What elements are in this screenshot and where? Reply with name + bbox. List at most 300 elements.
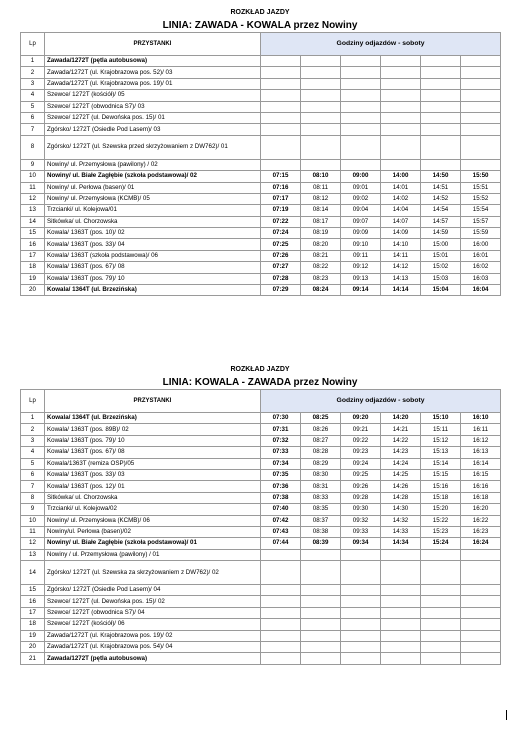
departure-time-cell — [341, 90, 381, 101]
departure-time-cell — [421, 596, 461, 607]
departure-time-cell: 16:18 — [461, 492, 501, 503]
departure-time-cell: 14:07 — [381, 216, 421, 227]
departure-time-cell — [341, 159, 381, 170]
departure-time-cell — [381, 549, 421, 560]
departure-time-cell — [341, 596, 381, 607]
stop-cell: Kowala/ 1363T (pos. 67)/ 08 — [45, 447, 261, 458]
departure-time-cell: 15:02 — [421, 262, 461, 273]
departure-time-cell: 07:28 — [261, 273, 301, 284]
stop-cell: Kowala/1363T (remiza OSP)/05 — [45, 458, 261, 469]
departure-time-cell: 07:40 — [261, 504, 301, 515]
departure-time-cell: 09:01 — [341, 182, 381, 193]
lp-cell: 15 — [21, 585, 45, 596]
table-row — [21, 515, 501, 526]
departure-time-cell: 14:10 — [381, 239, 421, 250]
departure-time-cell — [261, 124, 301, 135]
stop-cell: Kowala/ 1363T (pos. 10)/ 02 — [45, 228, 261, 239]
departure-time-cell: 14:50 — [421, 171, 461, 182]
table-row — [21, 285, 501, 296]
lp-cell: 20 — [21, 285, 45, 296]
departure-time-cell — [261, 596, 301, 607]
stop-cell: Szewce/ 1272T (kościół)/ 05 — [45, 90, 261, 101]
departure-time-cell: 14:59 — [421, 228, 461, 239]
departure-time-cell — [261, 135, 301, 159]
departure-time-cell: 08:10 — [301, 171, 341, 182]
departure-time-cell — [421, 607, 461, 618]
table-row — [21, 469, 501, 480]
departure-time-cell: 15:59 — [461, 228, 501, 239]
stop-cell: Kowala/ 1364T (ul. Brzezińska) — [45, 285, 261, 296]
stop-cell: Zawada/1272T (pętla autobusowa) — [45, 56, 261, 67]
departure-time-cell: 08:38 — [301, 526, 341, 537]
departure-time-cell: 14:52 — [421, 193, 461, 204]
table-row — [21, 193, 501, 204]
departure-time-cell — [301, 549, 341, 560]
departure-time-cell — [421, 585, 461, 596]
departure-time-cell — [421, 101, 461, 112]
departure-time-cell — [461, 67, 501, 78]
departure-time-cell — [421, 78, 461, 89]
timetable-body — [21, 413, 501, 665]
departure-time-cell — [341, 67, 381, 78]
departure-time-cell: 16:12 — [461, 435, 501, 446]
departure-time-cell: 09:10 — [341, 239, 381, 250]
stop-cell: Nowiny/ ul. Przemysłowa (KCMB)/ 06 — [45, 515, 261, 526]
table-row — [21, 56, 501, 67]
departure-time-cell — [461, 135, 501, 159]
departure-time-cell: 09:25 — [341, 469, 381, 480]
departure-time-cell — [461, 596, 501, 607]
departure-time-cell — [381, 112, 421, 123]
table-row — [21, 273, 501, 284]
departure-time-cell: 07:43 — [261, 526, 301, 537]
departure-time-cell: 08:23 — [301, 273, 341, 284]
departure-time-cell — [301, 101, 341, 112]
stop-cell: Nowiny/ ul. Przemysłowa (KCMB)/ 05 — [45, 193, 261, 204]
departure-time-cell: 14:01 — [381, 182, 421, 193]
table-row — [21, 481, 501, 492]
stop-cell: Trzcianki/ ul. Kolejowa/01 — [45, 205, 261, 216]
doc-heading: ROZKŁAD JAZDY — [230, 366, 290, 373]
lp-cell: 6 — [21, 112, 45, 123]
departure-time-cell — [421, 112, 461, 123]
stops-header: PRZYSTANKI — [45, 33, 261, 56]
departure-time-cell: 16:01 — [461, 250, 501, 261]
departure-time-cell — [461, 642, 501, 653]
departure-time-cell — [461, 112, 501, 123]
departure-time-cell: 15:50 — [461, 171, 501, 182]
stop-cell: Trzcianki/ ul. Kolejowa/02 — [45, 504, 261, 515]
departure-time-cell: 07:25 — [261, 239, 301, 250]
hours-header: Godziny odjazdów - soboty — [261, 390, 501, 413]
departure-time-cell: 08:28 — [301, 447, 341, 458]
departure-time-cell: 15:00 — [421, 239, 461, 250]
departure-time-cell: 08:31 — [301, 481, 341, 492]
departure-time-cell — [341, 101, 381, 112]
departure-time-cell: 07:31 — [261, 424, 301, 435]
departure-time-cell: 09:32 — [341, 515, 381, 526]
departure-time-cell — [301, 78, 341, 89]
departure-time-cell: 14:11 — [381, 250, 421, 261]
departure-time-cell: 09:07 — [341, 216, 381, 227]
stop-cell: Kowala/ 1363T (pos. 33)/ 03 — [45, 469, 261, 480]
stop-cell: Nowiny / ul. Przemysłowa (pawilony) / 01 — [45, 549, 261, 560]
departure-time-cell — [421, 630, 461, 641]
table-row — [21, 182, 501, 193]
departure-time-cell: 09:26 — [341, 481, 381, 492]
departure-time-cell — [421, 135, 461, 159]
departure-time-cell: 08:21 — [301, 250, 341, 261]
departure-time-cell: 07:35 — [261, 469, 301, 480]
departure-time-cell — [261, 585, 301, 596]
departure-time-cell: 07:36 — [261, 481, 301, 492]
table-row — [21, 67, 501, 78]
departure-time-cell — [341, 561, 381, 585]
departure-time-cell — [461, 607, 501, 618]
departure-time-cell: 14:25 — [381, 469, 421, 480]
departure-time-cell: 14:14 — [381, 285, 421, 296]
departure-time-cell — [461, 653, 501, 664]
departure-time-cell — [381, 619, 421, 630]
departure-time-cell: 09:20 — [341, 413, 381, 424]
departure-time-cell: 14:57 — [421, 216, 461, 227]
departure-time-cell: 08:27 — [301, 435, 341, 446]
departure-time-cell — [381, 642, 421, 653]
departure-time-cell — [461, 78, 501, 89]
departure-time-cell: 08:35 — [301, 504, 341, 515]
departure-time-cell — [421, 653, 461, 664]
table-row — [21, 413, 501, 424]
lp-cell: 13 — [21, 205, 45, 216]
lp-cell: 17 — [21, 250, 45, 261]
departure-time-cell — [341, 607, 381, 618]
departure-time-cell — [301, 619, 341, 630]
departure-time-cell: 08:26 — [301, 424, 341, 435]
stop-cell: Kowala/ 1363T (pos. 67)/ 08 — [45, 262, 261, 273]
lp-cell: 2 — [21, 67, 45, 78]
departure-time-cell — [461, 159, 501, 170]
departure-time-cell: 15:03 — [421, 273, 461, 284]
departure-time-cell: 09:12 — [341, 262, 381, 273]
departure-time-cell — [301, 159, 341, 170]
departure-time-cell — [381, 101, 421, 112]
departure-time-cell: 07:29 — [261, 285, 301, 296]
departure-time-cell — [261, 78, 301, 89]
lp-cell: 4 — [21, 90, 45, 101]
departure-time-cell — [261, 101, 301, 112]
departure-time-cell — [381, 585, 421, 596]
table-row — [21, 250, 501, 261]
stop-cell: Zawada/1272T (ul. Krajobrazowa pos. 19)/ 02 — [45, 630, 261, 641]
departure-time-cell: 09:33 — [341, 526, 381, 537]
departure-time-cell: 07:42 — [261, 515, 301, 526]
departure-time-cell — [421, 561, 461, 585]
stops-header: PRZYSTANKI — [45, 390, 261, 413]
departure-time-cell: 07:24 — [261, 228, 301, 239]
departure-time-cell: 16:00 — [461, 239, 501, 250]
departure-time-cell: 14:21 — [381, 424, 421, 435]
departure-time-cell — [301, 135, 341, 159]
stop-cell: Sitkówka/ ul. Chorzowska — [45, 216, 261, 227]
table-row — [21, 159, 501, 170]
departure-time-cell — [261, 90, 301, 101]
departure-time-cell: 07:33 — [261, 447, 301, 458]
lp-cell: 8 — [21, 492, 45, 503]
departure-time-cell — [341, 135, 381, 159]
stop-cell: Zawada/1272T (pętla autobusowa) — [45, 653, 261, 664]
table-row — [21, 585, 501, 596]
departure-time-cell — [341, 56, 381, 67]
departure-time-cell: 14:24 — [381, 458, 421, 469]
lp-cell: 13 — [21, 549, 45, 560]
departure-time-cell: 15:15 — [421, 469, 461, 480]
page-edge-marker — [506, 710, 507, 720]
departure-time-cell — [421, 642, 461, 653]
stop-cell: Kowala/ 1363T (szkoła podstawowa)/ 06 — [45, 250, 261, 261]
lp-cell: 15 — [21, 228, 45, 239]
departure-time-cell: 16:24 — [461, 538, 501, 549]
table-row — [21, 171, 501, 182]
lp-cell: 3 — [21, 78, 45, 89]
departure-time-cell — [461, 619, 501, 630]
departure-time-cell — [341, 549, 381, 560]
table-row — [21, 262, 501, 273]
departure-time-cell: 07:16 — [261, 182, 301, 193]
stop-cell: Nowiny/ ul. Białe Zagłębie (szkoła podstawowa)/ 01 — [45, 538, 261, 549]
lp-cell: 10 — [21, 515, 45, 526]
lp-header: Lp — [21, 33, 45, 56]
departure-time-cell: 07:17 — [261, 193, 301, 204]
departure-time-cell — [261, 159, 301, 170]
departure-time-cell — [381, 596, 421, 607]
table-row — [21, 216, 501, 227]
stop-cell: Nowiny/ul. Perłowa (basen)/02 — [45, 526, 261, 537]
stop-cell: Szewce/ 1272T (ul. Dewońska pos. 15)/ 01 — [45, 112, 261, 123]
table-row — [21, 135, 501, 159]
lp-cell: 4 — [21, 447, 45, 458]
departure-time-cell — [461, 90, 501, 101]
departure-time-cell: 09:21 — [341, 424, 381, 435]
departure-time-cell: 14:28 — [381, 492, 421, 503]
departure-time-cell — [421, 124, 461, 135]
departure-time-cell: 14:34 — [381, 538, 421, 549]
departure-time-cell: 15:04 — [421, 285, 461, 296]
departure-time-cell — [261, 549, 301, 560]
table-row — [21, 239, 501, 250]
departure-time-cell — [381, 630, 421, 641]
departure-time-cell — [301, 642, 341, 653]
departure-time-cell — [301, 585, 341, 596]
departure-time-cell — [381, 90, 421, 101]
table-row — [21, 504, 501, 515]
departure-time-cell: 15:11 — [421, 424, 461, 435]
departure-time-cell: 16:16 — [461, 481, 501, 492]
departure-time-cell — [381, 56, 421, 67]
departure-time-cell: 14:54 — [421, 205, 461, 216]
lp-cell: 12 — [21, 193, 45, 204]
departure-time-cell: 14:20 — [381, 413, 421, 424]
stop-cell: Szewce/ 1272T (ul. Dewońska pos. 15)/ 02 — [45, 596, 261, 607]
departure-time-cell — [381, 78, 421, 89]
departure-time-cell: 15:23 — [421, 526, 461, 537]
departure-time-cell — [261, 630, 301, 641]
lp-cell: 6 — [21, 469, 45, 480]
stop-cell: Kowala/ 1363T (pos. 79)/ 10 — [45, 273, 261, 284]
stop-cell: Sitkówka/ ul. Chorzowska — [45, 492, 261, 503]
lp-cell: 1 — [21, 56, 45, 67]
departure-time-cell: 09:14 — [341, 285, 381, 296]
departure-time-cell: 07:38 — [261, 492, 301, 503]
departure-time-cell: 16:20 — [461, 504, 501, 515]
departure-time-cell: 09:11 — [341, 250, 381, 261]
departure-time-cell: 09:28 — [341, 492, 381, 503]
departure-time-cell — [421, 159, 461, 170]
line-title: LINIA: KOWALA - ZAWADA przez Nowiny — [162, 377, 358, 388]
departure-time-cell: 15:20 — [421, 504, 461, 515]
departure-time-cell — [381, 607, 421, 618]
departure-time-cell: 07:19 — [261, 205, 301, 216]
departure-time-cell: 08:11 — [301, 182, 341, 193]
departure-time-cell — [261, 653, 301, 664]
departure-time-cell: 16:22 — [461, 515, 501, 526]
departure-time-cell: 09:30 — [341, 504, 381, 515]
lp-cell: 5 — [21, 458, 45, 469]
table-row — [21, 112, 501, 123]
departure-time-cell: 16:04 — [461, 285, 501, 296]
table-row — [21, 549, 501, 560]
lp-cell: 1 — [21, 413, 45, 424]
departure-time-cell — [381, 124, 421, 135]
departure-time-cell: 16:13 — [461, 447, 501, 458]
departure-time-cell: 08:22 — [301, 262, 341, 273]
lp-cell: 2 — [21, 424, 45, 435]
table-row — [21, 607, 501, 618]
departure-time-cell: 09:23 — [341, 447, 381, 458]
departure-time-cell: 08:12 — [301, 193, 341, 204]
stop-cell: Zawada/1272T (ul. Krajobrazowa pos. 19)/ 01 — [45, 78, 261, 89]
stop-cell: Zgórsko/ 1272T (Osiedle Pod Lasem)/ 03 — [45, 124, 261, 135]
departure-time-cell: 07:44 — [261, 538, 301, 549]
lp-cell: 7 — [21, 124, 45, 135]
departure-time-cell — [261, 561, 301, 585]
departure-time-cell: 16:02 — [461, 262, 501, 273]
departure-time-cell — [381, 561, 421, 585]
departure-time-cell — [261, 56, 301, 67]
departure-time-cell — [381, 159, 421, 170]
lp-cell: 16 — [21, 596, 45, 607]
lp-cell: 9 — [21, 159, 45, 170]
stop-cell: Zawada/1272T (ul. Krajobrazowa pos. 52)/ 03 — [45, 67, 261, 78]
departure-time-cell — [461, 124, 501, 135]
departure-time-cell: 14:26 — [381, 481, 421, 492]
table-row — [21, 424, 501, 435]
departure-time-cell: 14:22 — [381, 435, 421, 446]
table-row — [21, 619, 501, 630]
departure-time-cell: 15:57 — [461, 216, 501, 227]
departure-time-cell: 07:32 — [261, 435, 301, 446]
departure-time-cell — [301, 596, 341, 607]
departure-time-cell: 08:37 — [301, 515, 341, 526]
departure-time-cell: 14:51 — [421, 182, 461, 193]
departure-time-cell — [301, 561, 341, 585]
departure-time-cell — [341, 78, 381, 89]
departure-time-cell: 15:10 — [421, 413, 461, 424]
departure-time-cell — [421, 56, 461, 67]
lp-cell: 14 — [21, 216, 45, 227]
departure-time-cell — [261, 607, 301, 618]
departure-time-cell — [381, 67, 421, 78]
hours-header: Godziny odjazdów - soboty — [261, 33, 501, 56]
table-row — [21, 205, 501, 216]
departure-time-cell: 14:32 — [381, 515, 421, 526]
departure-time-cell: 09:04 — [341, 205, 381, 216]
departure-time-cell — [301, 90, 341, 101]
departure-time-cell — [461, 101, 501, 112]
table-row — [21, 228, 501, 239]
departure-time-cell: 16:14 — [461, 458, 501, 469]
departure-time-cell: 09:13 — [341, 273, 381, 284]
departure-time-cell — [301, 653, 341, 664]
departure-time-cell — [341, 642, 381, 653]
departure-time-cell: 15:24 — [421, 538, 461, 549]
departure-time-cell: 08:19 — [301, 228, 341, 239]
departure-time-cell: 09:22 — [341, 435, 381, 446]
departure-time-cell — [341, 585, 381, 596]
departure-time-cell — [421, 67, 461, 78]
lp-cell: 11 — [21, 526, 45, 537]
table-row — [21, 561, 501, 585]
departure-time-cell — [381, 653, 421, 664]
departure-time-cell: 14:30 — [381, 504, 421, 515]
departure-time-cell: 15:52 — [461, 193, 501, 204]
stop-cell: Szewce/ 1272T (obwodnica S7)/ 03 — [45, 101, 261, 112]
departure-time-cell — [341, 112, 381, 123]
departure-time-cell: 08:29 — [301, 458, 341, 469]
departure-time-cell — [261, 642, 301, 653]
departure-time-cell — [461, 56, 501, 67]
table-row — [21, 630, 501, 641]
departure-time-cell — [461, 549, 501, 560]
departure-time-cell: 08:25 — [301, 413, 341, 424]
lp-cell: 8 — [21, 135, 45, 159]
departure-time-cell: 15:14 — [421, 458, 461, 469]
departure-time-cell: 07:27 — [261, 262, 301, 273]
departure-time-cell: 14:09 — [381, 228, 421, 239]
departure-time-cell — [341, 619, 381, 630]
departure-time-cell: 16:15 — [461, 469, 501, 480]
departure-time-cell — [341, 630, 381, 641]
departure-time-cell: 09:09 — [341, 228, 381, 239]
table-row — [21, 492, 501, 503]
departure-time-cell: 07:30 — [261, 413, 301, 424]
stop-cell: Nowiny/ ul. Perłowa (basen)/ 01 — [45, 182, 261, 193]
stop-cell: Szewce/ 1272T (kościół)/ 06 — [45, 619, 261, 630]
lp-cell: 18 — [21, 619, 45, 630]
table-row — [21, 526, 501, 537]
departure-time-cell: 15:16 — [421, 481, 461, 492]
lp-cell: 21 — [21, 653, 45, 664]
departure-time-cell — [341, 653, 381, 664]
stop-cell: Kowala/ 1363T (pos. 89B)/ 02 — [45, 424, 261, 435]
stop-cell: Zgórsko/ 1272T (ul. Szewska za skrzyżowaniem z DW762)/ 02 — [45, 561, 261, 585]
departure-time-cell — [461, 630, 501, 641]
departure-time-cell: 08:24 — [301, 285, 341, 296]
departure-time-cell: 15:22 — [421, 515, 461, 526]
departure-time-cell — [301, 56, 341, 67]
lp-cell: 3 — [21, 435, 45, 446]
departure-time-cell: 14:12 — [381, 262, 421, 273]
timetable-body — [21, 56, 501, 296]
